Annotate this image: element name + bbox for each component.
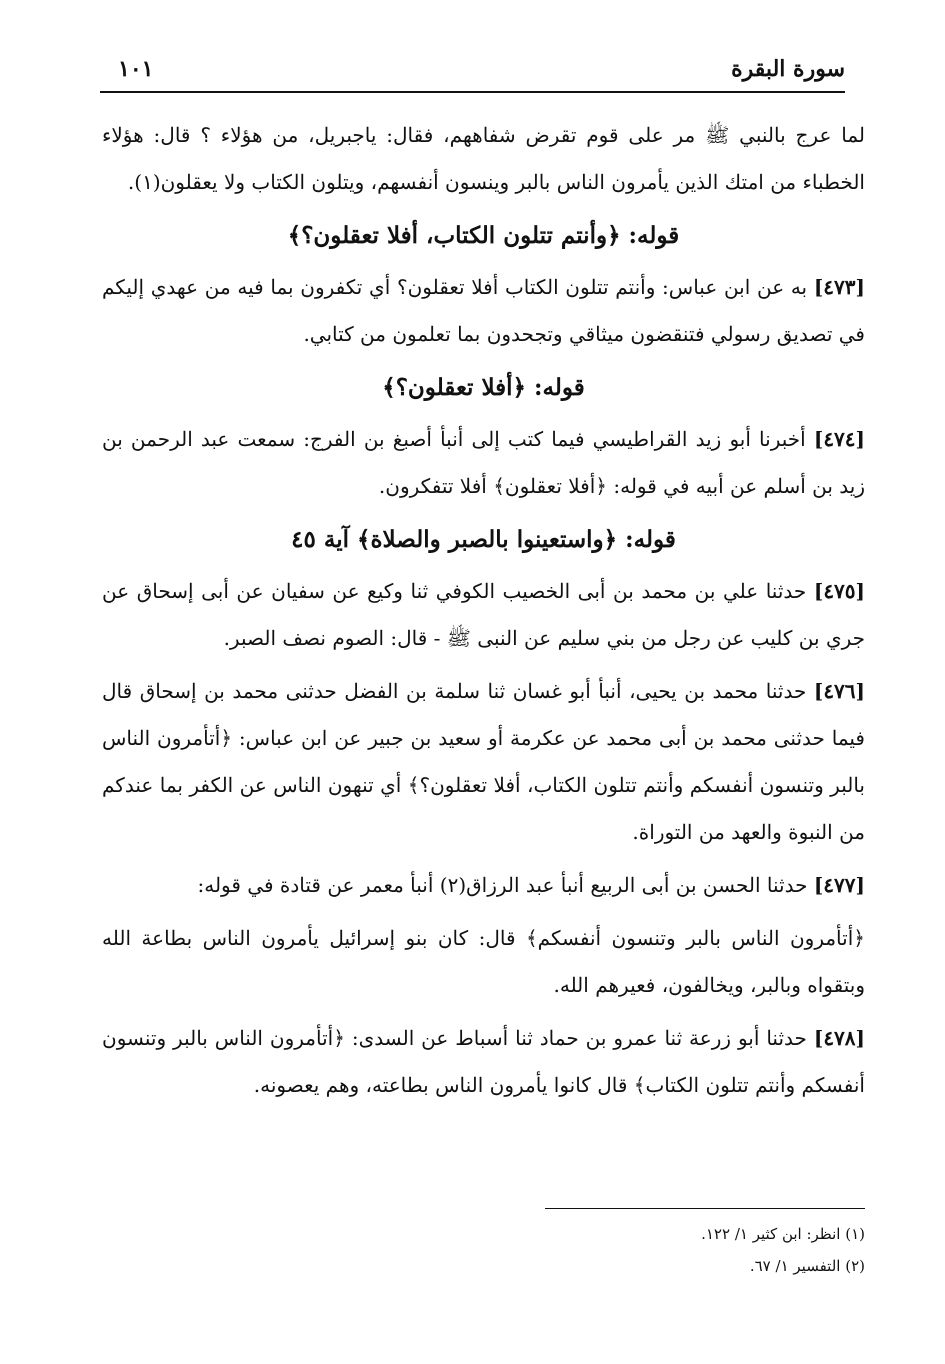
footnote-2: (٢) التفسير ١/ ٦٧. bbox=[749, 1257, 865, 1275]
section-heading: قوله: ﴿أفلا تعقلون؟﴾ bbox=[382, 374, 585, 401]
paragraph-478: [٤٧٨] حدثنا أبو زرعة ثنا عمرو بن حماد ثنا أسباط عن السدى: ﴿أتأمرون الناس بالبر وتنسون أنفسكم وأنتم تتلون الكتاب﴾ قال كانوا يأمرون الناس بطاعته، وهم يعصونه. bbox=[102, 1026, 866, 1097]
page-header bbox=[100, 52, 845, 92]
paragraph-476: [٤٧٦] حدثنا محمد بن يحيى، أنبأ أبو غسان ثنا سلمة بن الفضل حدثنى محمد بن إسحاق قال فيما حدثنى محمد بن أبى محمد عن عكرمة أو سعيد بن جبير عن ابن عباس: ﴿أتأمرون الناس بالبر وتنسون أنفسكم وأنتم تتلون الكتاب، أفلا تعقلون؟﴾ أي تنهون الناس عن الكفر بما عندكم من النبوة والعهد من التوراة. bbox=[102, 679, 866, 844]
hadith-number: [٤٧٣] bbox=[813, 275, 865, 299]
section-heading: قوله: ﴿واستعينوا بالصبر والصلاة﴾ آية ٤٥ bbox=[291, 526, 676, 553]
footnotes bbox=[102, 1218, 865, 1282]
paragraph-477: [٤٧٧] حدثنا الحسن بن أبى الربيع أنبأ عبد الرزاق(٢) أنبأ معمر عن قتادة في قوله: bbox=[197, 873, 865, 897]
hadith-number: [٤٧٤] bbox=[813, 427, 866, 451]
surah-title: سورة البقرة bbox=[731, 56, 845, 82]
paragraph-475: [٤٧٥] حدثنا علي بن محمد بن أبى الخصيب الكوفي ثنا وكيع عن سفيان عن أبى إسحاق عن جري بن كليب عن رجل من بني سليم عن النبى ﷺ - قال: الصوم نصف الصبر. bbox=[102, 579, 866, 650]
hadith-number: [٤٧٥] bbox=[813, 579, 866, 603]
footnote-rule bbox=[545, 1208, 865, 1209]
paragraph-intro: لما عرج بالنبي ﷺ مر على قوم تقرض شفاههم، فقال: ياجبريل، من هؤلاء ؟ قال: هؤلاء الخطباء من امتك الذين يأمرون الناس بالبر وينسون أنفسهم، ويتلون الكتاب ولا يعقلون(١). bbox=[102, 123, 865, 194]
hadith-number: [٤٧٧] bbox=[813, 873, 865, 897]
paragraph-477-continued: ﴿أتأمرون الناس بالبر وتنسون أنفسكم﴾ قال: كان بنو إسرائيل يأمرون الناس بطاعة الله وبتقواه وبالبر، ويخالفون، فعيرهم الله. bbox=[102, 926, 865, 997]
section-heading: قوله: ﴿وأنتم تتلون الكتاب، أفلا تعقلون؟﴾ bbox=[287, 222, 680, 249]
hadith-number: [٤٧٦] bbox=[813, 679, 866, 703]
page-number: ١٠١ bbox=[118, 56, 154, 82]
paragraph-473: [٤٧٣] به عن ابن عباس: وأنتم تتلون الكتاب أفلا تعقلون؟ أي تكفرون بما فيه من عهدي إليكم في تصديق رسولي فتنقضون ميثاقي وتجحدون بما تعلمون من كتابي. bbox=[102, 275, 865, 346]
hadith-number: [٤٧٨] bbox=[813, 1026, 866, 1050]
header-rule bbox=[100, 91, 845, 93]
page-body bbox=[102, 112, 865, 1115]
footnote-1: (١) انظر: ابن كثير ١/ ١٢٢. bbox=[701, 1225, 865, 1243]
paragraph-474: [٤٧٤] أخبرنا أبو زيد القراطيسي فيما كتب إلى أنبأ أصبغ بن الفرج: سمعت عبد الرحمن بن زيد بن أسلم عن أبيه في قوله: ﴿أفلا تعقلون﴾ أفلا تتفكرون. bbox=[102, 427, 866, 498]
